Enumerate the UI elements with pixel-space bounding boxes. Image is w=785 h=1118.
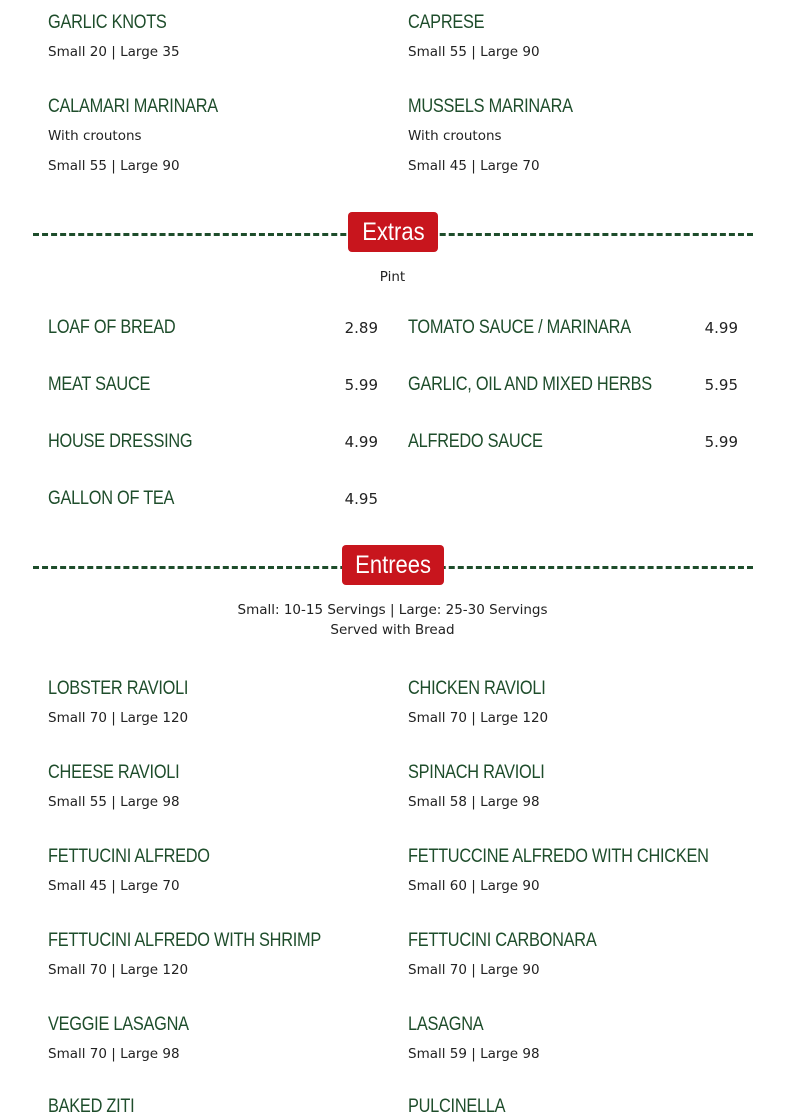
item-price: Small 55 | Large 90 <box>48 158 180 174</box>
item-description: With croutons <box>48 128 142 144</box>
item-price: Small 55 | Large 98 <box>48 794 180 810</box>
item-name: FETTUCCINE ALFREDO WITH CHICKEN <box>408 846 709 867</box>
item-price: 2.89 <box>344 319 378 337</box>
item-price: Small 70 | Large 120 <box>408 710 549 726</box>
item-name: GARLIC KNOTS <box>48 12 167 33</box>
section-title-entrees: Entrees <box>342 545 444 585</box>
item-name: LASAGNA <box>408 1014 484 1035</box>
item-price: Small 70 | Large 120 <box>48 710 189 726</box>
item-price: Small 45 | Large 70 <box>408 158 540 174</box>
item-price: Small 58 | Large 98 <box>408 794 540 810</box>
item-name: BAKED ZITI <box>48 1096 135 1117</box>
item-name: CAPRESE <box>408 12 485 33</box>
item-name: MEAT SAUCE <box>48 374 151 395</box>
item-price: 5.99 <box>704 433 738 451</box>
item-name: CHEESE RAVIOLI <box>48 762 180 783</box>
item-price: 5.99 <box>344 376 378 394</box>
item-price: Small 59 | Large 98 <box>408 1046 540 1062</box>
section-title-extras: Extras <box>348 212 438 252</box>
item-name: LOBSTER RAVIOLI <box>48 678 189 699</box>
item-name: HOUSE DRESSING <box>48 431 193 452</box>
item-price: Small 60 | Large 90 <box>408 878 540 894</box>
item-price: Small 45 | Large 70 <box>48 878 180 894</box>
item-name: CALAMARI MARINARA <box>48 96 218 117</box>
item-price: 4.99 <box>344 433 378 451</box>
item-name: GALLON OF TEA <box>48 488 175 509</box>
item-description: With croutons <box>408 128 502 144</box>
item-price: Small 70 | Large 98 <box>48 1046 180 1062</box>
item-price: Small 20 | Large 35 <box>48 44 180 60</box>
section-note: Small: 10-15 Servings | Large: 25-30 Servings <box>237 602 548 618</box>
item-price: Small 70 | Large 90 <box>408 962 540 978</box>
item-price: 5.95 <box>704 376 738 394</box>
item-name: FETTUCINI CARBONARA <box>408 930 597 951</box>
item-name: FETTUCINI ALFREDO <box>48 846 210 867</box>
section-note: Pint <box>379 269 406 285</box>
item-name: PULCINELLA <box>408 1096 506 1117</box>
item-price: Small 70 | Large 120 <box>48 962 189 978</box>
item-price: 4.99 <box>704 319 738 337</box>
item-name: MUSSELS MARINARA <box>408 96 573 117</box>
item-name: ALFREDO SAUCE <box>408 431 543 452</box>
section-note-bread: Served with Bread <box>330 622 455 638</box>
item-price: 4.95 <box>344 490 378 508</box>
item-name: FETTUCINI ALFREDO WITH SHRIMP <box>48 930 322 951</box>
item-name: SPINACH RAVIOLI <box>408 762 545 783</box>
item-name: GARLIC, OIL AND MIXED HERBS <box>408 374 652 395</box>
item-name: LOAF OF BREAD <box>48 317 176 338</box>
item-name: TOMATO SAUCE / MARINARA <box>408 317 631 338</box>
item-name: CHICKEN RAVIOLI <box>408 678 546 699</box>
item-name: VEGGIE LASAGNA <box>48 1014 189 1035</box>
item-price: Small 55 | Large 90 <box>408 44 540 60</box>
